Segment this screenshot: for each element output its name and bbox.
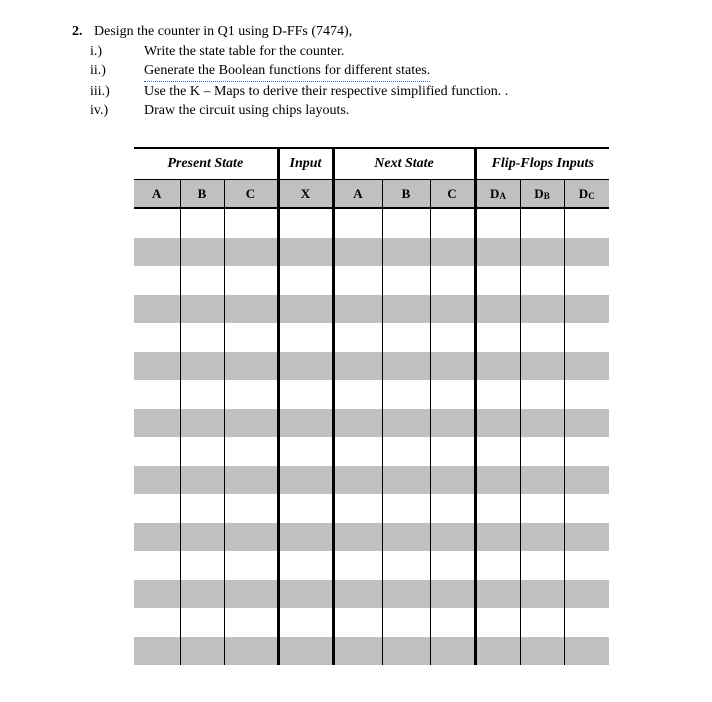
table-cell [180, 494, 224, 523]
table-cell [134, 295, 180, 324]
table-cell [382, 295, 430, 324]
table-cell [520, 580, 564, 609]
table-cell [382, 494, 430, 523]
table-cell [430, 637, 475, 666]
table-row [134, 608, 609, 637]
input-header: Input [278, 148, 333, 180]
table-row [134, 266, 609, 295]
table-cell [180, 523, 224, 552]
subquestion-3 [72, 82, 508, 102]
table-cell [278, 494, 333, 523]
table-cell [278, 409, 333, 438]
col-da [475, 180, 520, 209]
table-cell [520, 238, 564, 267]
table-cell [180, 551, 224, 580]
table-cell [134, 238, 180, 267]
table-cell [382, 637, 430, 666]
table-cell [382, 437, 430, 466]
table-cell [382, 266, 430, 295]
table-cell [475, 208, 520, 238]
table-cell [430, 295, 475, 324]
table-cell [430, 551, 475, 580]
subquestion-text: Write the state table for the counter. [144, 43, 345, 59]
table-cell [564, 238, 609, 267]
table-cell [333, 295, 382, 324]
table-cell [520, 380, 564, 409]
table-cell [333, 437, 382, 466]
table-cell [134, 494, 180, 523]
table-cell [333, 323, 382, 352]
table-row [134, 637, 609, 666]
table-cell [224, 266, 278, 295]
table-cell [180, 352, 224, 381]
table-cell [278, 323, 333, 352]
table-cell [430, 323, 475, 352]
table-cell [430, 208, 475, 238]
table-cell [333, 608, 382, 637]
table-cell [180, 295, 224, 324]
table-cell [382, 551, 430, 580]
table-cell [430, 494, 475, 523]
table-cell [564, 637, 609, 666]
table-cell [520, 352, 564, 381]
table-cell [134, 352, 180, 381]
present-state-header: Present State [134, 148, 278, 180]
col-db-d: D [534, 185, 544, 201]
table-cell [564, 323, 609, 352]
col-input-x: X [278, 180, 333, 209]
table-cell [475, 437, 520, 466]
table-row [134, 466, 609, 495]
table-cell [564, 380, 609, 409]
table-cell [180, 466, 224, 495]
table-cell [278, 238, 333, 267]
table-cell [382, 466, 430, 495]
table-cell [564, 551, 609, 580]
table-cell [520, 295, 564, 324]
table-cell [333, 208, 382, 238]
table-cell [430, 380, 475, 409]
table-cell [224, 295, 278, 324]
table-cell [333, 551, 382, 580]
table-cell [475, 637, 520, 666]
col-present-c: C [224, 180, 278, 209]
subquestion-1 [72, 42, 508, 62]
table-row [134, 208, 609, 238]
table-cell [475, 352, 520, 381]
next-state-header: Next State [333, 148, 475, 180]
table-cell [564, 580, 609, 609]
table-cell [333, 380, 382, 409]
table-cell [333, 580, 382, 609]
table-cell [430, 409, 475, 438]
col-next-b: B [382, 180, 430, 209]
col-dc-d: D [578, 185, 589, 201]
table-row [134, 380, 609, 409]
group-header-row [134, 148, 609, 180]
table-cell [278, 580, 333, 609]
question-block [72, 22, 508, 121]
table-cell [520, 637, 564, 666]
table-cell [475, 380, 520, 409]
table-cell [564, 266, 609, 295]
table-cell [224, 352, 278, 381]
subquestion-number: ii.) [90, 63, 106, 78]
table-row [134, 580, 609, 609]
table-cell [134, 551, 180, 580]
table-row [134, 352, 609, 381]
table-cell [564, 494, 609, 523]
table-cell [134, 466, 180, 495]
table-cell [180, 238, 224, 267]
table-cell [278, 380, 333, 409]
table-row [134, 437, 609, 466]
table-cell [134, 323, 180, 352]
subquestion-2 [72, 61, 508, 82]
table-cell [475, 466, 520, 495]
table-cell [430, 523, 475, 552]
table-cell [520, 323, 564, 352]
table-cell [278, 437, 333, 466]
subquestion-4 [72, 101, 508, 121]
table-cell [475, 409, 520, 438]
table-cell [564, 295, 609, 324]
col-dc-sub: C [588, 190, 595, 201]
table-cell [520, 608, 564, 637]
table-cell [430, 608, 475, 637]
table-cell [382, 208, 430, 238]
table-cell [520, 208, 564, 238]
col-present-a: A [134, 180, 180, 209]
question-text: Design the counter in Q1 using D-FFs (7474), [94, 24, 353, 39]
table-cell [564, 608, 609, 637]
table-cell [134, 266, 180, 295]
question-heading [72, 22, 508, 42]
table-cell [278, 266, 333, 295]
state-table [134, 147, 609, 665]
table-cell [180, 637, 224, 666]
table-cell [382, 523, 430, 552]
table-cell [333, 409, 382, 438]
table-cell [224, 238, 278, 267]
table-cell [278, 637, 333, 666]
col-next-c: C [430, 180, 475, 209]
table-cell [520, 551, 564, 580]
table-cell [224, 466, 278, 495]
table-cell [180, 208, 224, 238]
table-cell [475, 295, 520, 324]
table-cell [430, 437, 475, 466]
table-cell [382, 580, 430, 609]
subquestion-text: Generate the Boolean functions for different states. [144, 61, 430, 82]
table-cell [134, 523, 180, 552]
table-cell [134, 637, 180, 666]
table-cell [382, 608, 430, 637]
table-cell [134, 208, 180, 238]
table-cell [564, 437, 609, 466]
col-db-sub: B [543, 190, 550, 201]
col-db [520, 180, 564, 209]
col-da-sub: A [499, 190, 506, 201]
table-row [134, 323, 609, 352]
table-cell [382, 323, 430, 352]
table-cell [475, 266, 520, 295]
table-cell [333, 352, 382, 381]
table-cell [224, 523, 278, 552]
table-cell [430, 238, 475, 267]
table-cell [224, 494, 278, 523]
question-number: 2. [72, 24, 83, 39]
column-header-row [134, 180, 609, 209]
table-cell [382, 380, 430, 409]
table-cell [475, 580, 520, 609]
table-row [134, 295, 609, 324]
table-row [134, 494, 609, 523]
table-cell [224, 380, 278, 409]
table-cell [564, 523, 609, 552]
table-cell [475, 494, 520, 523]
table-row [134, 551, 609, 580]
table-cell [333, 266, 382, 295]
table-cell [224, 208, 278, 238]
table-cell [475, 523, 520, 552]
table-cell [180, 608, 224, 637]
table-cell [224, 437, 278, 466]
table-cell [382, 238, 430, 267]
table-cell [224, 551, 278, 580]
table-cell [134, 380, 180, 409]
table-cell [180, 266, 224, 295]
table-cell [430, 266, 475, 295]
table-cell [278, 551, 333, 580]
table-cell [134, 580, 180, 609]
table-cell [278, 295, 333, 324]
table-cell [134, 409, 180, 438]
table-cell [564, 352, 609, 381]
table-cell [382, 352, 430, 381]
table-cell [475, 238, 520, 267]
table-cell [278, 208, 333, 238]
subquestion-text: Draw the circuit using chips layouts. [144, 103, 350, 118]
table-cell [333, 637, 382, 666]
table-cell [520, 466, 564, 495]
table-cell [180, 437, 224, 466]
table-cell [224, 637, 278, 666]
table-cell [520, 266, 564, 295]
table-cell [180, 409, 224, 438]
table-cell [564, 466, 609, 495]
col-next-a: A [333, 180, 382, 209]
table-cell [520, 523, 564, 552]
table-cell [475, 608, 520, 637]
table-cell [278, 352, 333, 381]
table-cell [333, 238, 382, 267]
col-da-d: D [490, 185, 500, 201]
table-cell [430, 352, 475, 381]
table-cell [278, 466, 333, 495]
table-cell [224, 409, 278, 438]
table-cell [134, 437, 180, 466]
table-cell [278, 523, 333, 552]
col-dc [564, 180, 609, 209]
subquestion-number: i.) [90, 43, 103, 59]
table-cell [382, 409, 430, 438]
subquestion-text: Use the K – Maps to derive their respective simplified function. . [144, 83, 509, 99]
table-cell [475, 551, 520, 580]
table-cell [134, 608, 180, 637]
subquestion-number: iii.) [90, 83, 110, 99]
table-cell [430, 580, 475, 609]
table-cell [430, 466, 475, 495]
flip-flop-inputs-header: Flip-Flops Inputs [475, 148, 609, 180]
table-cell [333, 466, 382, 495]
table-cell [520, 409, 564, 438]
table-row [134, 523, 609, 552]
table-cell [224, 608, 278, 637]
col-present-b: B [180, 180, 224, 209]
table-cell [520, 494, 564, 523]
table-cell [564, 409, 609, 438]
table-cell [180, 580, 224, 609]
table-cell [278, 608, 333, 637]
table-cell [224, 580, 278, 609]
table-row [134, 409, 609, 438]
table-cell [333, 523, 382, 552]
state-table-body [134, 148, 609, 665]
table-cell [180, 380, 224, 409]
table-row [134, 238, 609, 267]
table-cell [224, 323, 278, 352]
table-cell [180, 323, 224, 352]
table-cell [333, 494, 382, 523]
subquestion-number: iv.) [90, 103, 109, 118]
table-cell [520, 437, 564, 466]
table-cell [475, 323, 520, 352]
table-cell [564, 208, 609, 238]
